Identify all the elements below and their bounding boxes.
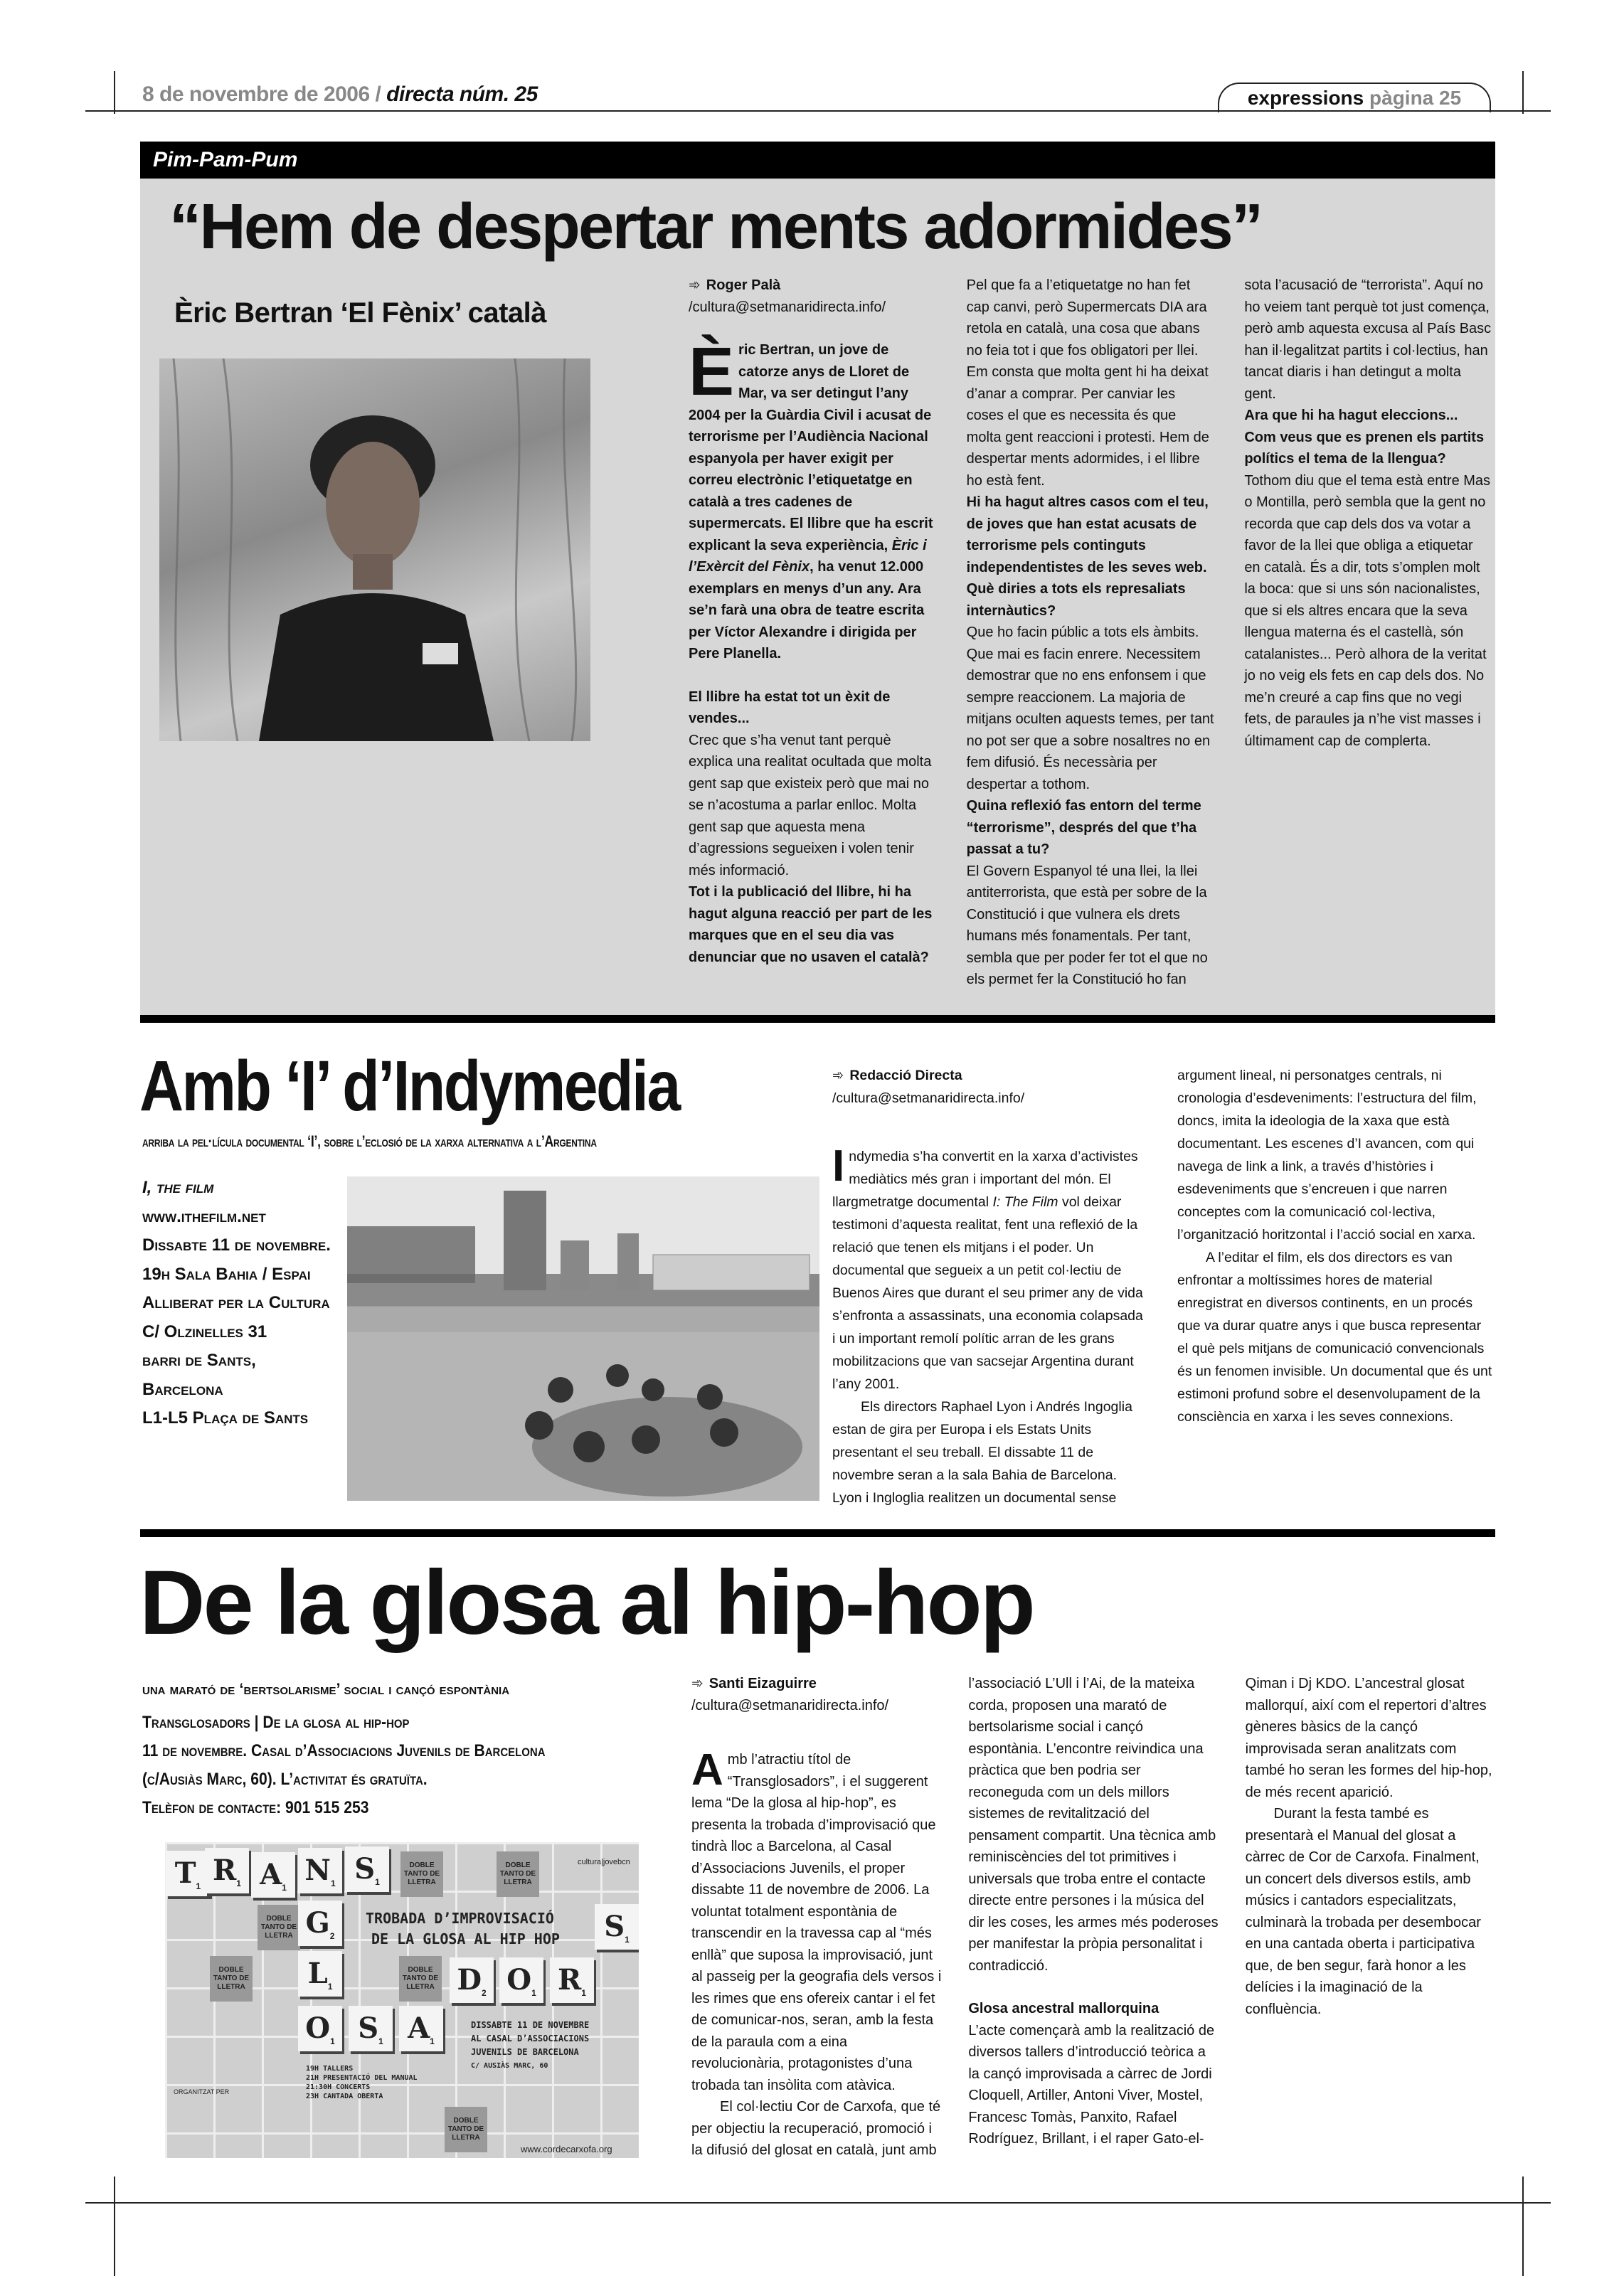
poster-website: www.cordecarxofa.org — [521, 2144, 612, 2154]
pointing-hand-icon: ➾ — [689, 277, 701, 293]
poster-event-line: C/ AUSIÀS MARC, 60 — [471, 2062, 548, 2070]
author-name: Roger Palà — [706, 277, 781, 293]
indymedia-subtitle: arriba la pel·lícula documental ‘I’, sobre l’eclosió de la xarxa alternativa a l’Argentina — [142, 1132, 597, 1150]
letter-tile — [166, 1851, 210, 1896]
drop-cap: È — [689, 334, 735, 410]
protest-photo — [347, 1176, 819, 1501]
bonus-square: DOBLE TANTO DE LLETRA — [210, 1956, 253, 2002]
interview-body — [689, 275, 1492, 1007]
poster-event-line: JUVENILS DE BARCELONA — [471, 2047, 579, 2057]
text-run: , ha venut 12.000 exemplars en menys d’un any. Ara se’n farà una obra de teatre escrita per Víctor Alexandre i dirigida per Pere Planella. — [689, 559, 925, 661]
section-label: Pim-Pam-Pum — [140, 142, 1495, 179]
paragraph — [1246, 1803, 1495, 2020]
letter-tile — [298, 1848, 342, 1893]
tile-letter: R — [213, 1854, 237, 1887]
section-name: expressions — [1247, 87, 1364, 109]
tile-letter: T — [174, 1856, 196, 1890]
text-run: Pel que fa a l’etiquetatge no han fet cap canvi, però Supermercats DIA ara retola en català, una cosa que abans no feia tot i que fos obligatori per llei. Em consta que molta gent hi ha deixat d’anar a comprar. Per canviar les coses el que es necessita és que molta gent reaccioni i protesti. Hem de despertar ments adormides, i el llibre ho està fent. — [966, 277, 1209, 489]
byline — [832, 1064, 1149, 1087]
film-title-rest: , the film — [147, 1178, 214, 1197]
frame-line — [114, 71, 115, 114]
bonus-square: DOBLE TANTO DE LLETRA — [258, 1905, 300, 1950]
event-info-line: barri de Sants, — [142, 1351, 256, 1370]
event-info-line: Transglosadors | De la glosa al hip-hop — [142, 1713, 410, 1732]
event-info-box — [142, 1174, 345, 1433]
event-info-line: Alliberat per la Cultura — [142, 1293, 330, 1312]
italic-title: Èric i l’Exèrcit del Fènix — [689, 537, 927, 575]
film-title — [142, 1174, 345, 1203]
text-run: Que ho facin públic a tots els àmbits. Que mai es facin enrere. Necessitem demostrar que no ens enfonsem i que sempre reaccionem. La majoria de mitjans oculten aquests temes, per tant no pot ser que a sobre nosaltres no en fem difusió. És necessària per despertar a tothom. — [966, 625, 1214, 792]
frame-line — [114, 2177, 115, 2276]
event-info-line: L1-L5 Plaça de Sants — [142, 1408, 309, 1428]
tile-score: 1 — [375, 1877, 380, 1887]
text-run: A l’editar el film, els dos directors es van enfrontar a moltíssimes hores de material enregistrat en diversos continents, en un procés que va durar quatre anys i que busca representar el què pels mitjans de comunicació convencionals és un fenomen invisible. Un documental que és unt estimoni profund sobre el desenvolupament de la consciència en xarxa i les seves connexions. — [1177, 1250, 1492, 1425]
bonus-square: DOBLE TANTO DE LLETRA — [497, 1851, 539, 1897]
tile-letter: R — [558, 1963, 582, 1997]
tile-letter: S — [604, 1910, 625, 1943]
event-info-line: (c/Ausiàs Marc, 60). L’activitat és gratuïta. — [142, 1770, 428, 1789]
letter-tile — [345, 1846, 389, 1892]
paragraph — [967, 275, 1215, 491]
text-run: Durant la festa també es presentarà el Manual del glosat a càrrec de Cor de Carxofa. Finalment, un concert dels diversos estils, amb músics i cantadors especialitzats, culminarà la trobada per desembocar en una cantada oberta i participativa que, de ben segur, farà honor a les delícies i la imaginació de la confluència. — [1245, 1806, 1481, 2017]
poster-headline-line: DE LA GLOSA AL HIP HOP — [371, 1930, 560, 1947]
tile-letter: S — [354, 1852, 376, 1886]
tile-score: 1 — [330, 2036, 335, 2046]
author-email[interactable]: /cultura@setmanaridirecta.info/ — [691, 1697, 889, 1713]
tile-score: 1 — [236, 1878, 241, 1888]
event-info-line: 11 de novembre. Casal d’Associacions Juvenils de Barcelona — [142, 1741, 546, 1760]
indymedia-body — [832, 1064, 1494, 1512]
paragraph — [832, 1142, 1149, 1396]
tile-score: 1 — [581, 1988, 586, 1998]
page-header-date — [142, 83, 538, 107]
tile-letter: S — [358, 2011, 379, 2045]
poster-sponsor: cultura|jovebcn — [578, 1858, 630, 1866]
subheading — [968, 1998, 1218, 2020]
pointing-hand-icon: ➾ — [691, 1676, 704, 1691]
tile-letter: O — [305, 2011, 331, 2045]
tile-score: 1 — [378, 2036, 383, 2046]
indymedia-headline: Amb ‘I’ d’Indymedia — [139, 1046, 679, 1126]
tile-score: 1 — [430, 2036, 435, 2046]
paragraph — [1244, 470, 1492, 753]
event-info-line: www.ithefilm.net — [142, 1206, 266, 1226]
paragraph — [1177, 1246, 1494, 1428]
interview-headline: “Hem de despertar ments adormides” — [169, 191, 1262, 262]
poster-schedule-line: 21H PRESENTACIÓ DEL MANUAL — [306, 2074, 418, 2082]
issue-date: 8 de novembre de 2006 / — [142, 83, 387, 106]
text-run: ric Bertran, un jove de catorze anys de Lloret de Mar, va ser detingut l’any 2004 per la Guàrdia Civil i acusat de terrorisme per l’Audiència Nacional espanyola per haver exigit per correu electrònic l’etiquetatge en català a tres cadenes de supermercats. El llibre que ha escrit explicant la seva experiència, — [689, 342, 933, 553]
event-info-line: Dissabte 11 de novembre. — [142, 1235, 331, 1255]
text-run: Els directors Raphael Lyon i Andrés Ingoglia estan de gira per Europa i els Estats Units presentant el seu treball. El dissabte 11 de novembre seran a la sala Bahia de Barcelona. Lyon i Ingloglia realitzen un documental sense argument lineal, ni personatges centrals, ni cronologia d’esdeveniments: l’estructura del film, doncs, imita la ideologia de la xaxa que està documentant. Les escenes d’I avancen, com qui navega de link a link, a través d’històries i esdeveniments que s’encreuen i que narren conceptes com la comunicació col·lectiva, l’organització horitzontal i l’acció social en xarxa. — [832, 1068, 1477, 1506]
question — [1244, 405, 1492, 470]
paragraph — [691, 1745, 942, 2096]
author-name: Redacció Directa — [849, 1068, 962, 1083]
question — [967, 795, 1215, 861]
paragraph — [967, 622, 1215, 795]
byline — [691, 1673, 941, 1695]
tile-score: 2 — [329, 1931, 335, 1941]
text-run: ndymedia s’ha convertit en la xarxa d’activistes mediàtics més gran i important del món. El llargmetratge documental — [832, 1149, 1138, 1210]
text-run: Tot i la publicació del llibre, hi ha hagut alguna reacció per part de les marques que en el seu dia vas denunciar que no usaven el català? — [689, 884, 933, 965]
text-run: El llibre ha estat tot un èxit de vendes... — [689, 689, 891, 726]
text-run: El Govern Espanyol té una llei, la llei antiterrorista, que està per sobre de la Constitució i que vulnera els drets humans més fonamentals. Per tant, sembla que per poder fer tot el que no els permet fer la Constitució ho fan sota l’acusació de “terrorista”. Aquí no ho veiem tant perquè tot just comença, però amb aquesta excusa al País Basc han il·legalitzat partits i col·lectius, han tancat diaris i han detingut a molta gent. — [966, 277, 1492, 987]
frame-line — [1522, 2177, 1524, 2276]
text-run: Quina reflexió fas entorn del terme “terrorisme”, després del que t’ha passat a tu? — [966, 798, 1201, 857]
tile-letter: N — [304, 1854, 331, 1887]
drop-cap: I — [832, 1142, 845, 1191]
glosa-body — [691, 1673, 1495, 2171]
paragraph — [689, 730, 937, 882]
question — [689, 881, 937, 968]
tile-letter: O — [506, 1963, 532, 1997]
letter-tile — [251, 1852, 295, 1898]
poster-schedule-line: 21:30H CONCERTS — [306, 2083, 371, 2091]
poster-event-line: AL CASAL D’ASSOCIACIONS — [471, 2034, 590, 2043]
poster-organizer-label: ORGANITZAT PER — [174, 2088, 230, 2095]
poster-schedule-line: 23H CANTADA OBERTA — [306, 2093, 383, 2100]
page-number: pàgina 25 — [1364, 87, 1462, 109]
text-run: Hi ha hagut altres casos com el teu, de joves que han estat acusats de terrorisme pels continguts independentistes de les seves web. Què diries a tots els represaliats internàutics? — [966, 494, 1209, 619]
author-email[interactable]: /cultura@setmanaridirecta.info/ — [689, 299, 886, 315]
tile-score: 1 — [282, 1883, 287, 1893]
frame-line — [1522, 71, 1524, 114]
bonus-square: DOBLE TANTO DE LLETRA — [445, 2107, 487, 2152]
section-divider — [140, 1015, 1495, 1023]
film-title-letter: I — [142, 1178, 147, 1197]
letter-tile — [450, 1957, 494, 2003]
letter-tile — [595, 1904, 639, 1950]
letter-tile — [399, 2006, 443, 2051]
tile-score: 1 — [330, 1878, 336, 1888]
question — [689, 686, 937, 730]
letter-tile — [349, 2006, 393, 2051]
page-section-tab — [1218, 83, 1491, 112]
bonus-square: DOBLE TANTO DE LLETRA — [399, 1956, 442, 2002]
poster-headline-line: TROBADA D’IMPROVISACIÓ — [366, 1910, 554, 1927]
footer-rule — [85, 2202, 1551, 2204]
text-run: Ara que hi ha hagut eleccions... Com veus que es prenen els partits polítics el tema de la llengua? — [1244, 408, 1485, 467]
letter-tile — [550, 1957, 594, 2003]
letter-tile — [298, 1951, 342, 1997]
author-email[interactable]: /cultura@setmanaridirecta.info/ — [832, 1090, 1025, 1106]
text-run: Crec que s’ha venut tant perquè explica una realitat ocultada que molta gent sap que existeix però que mai no se n’acostuma a parlar enlloc. Molta gent sap que aquesta mena d’agressions segueixen i volen tenir més informació. — [689, 732, 932, 878]
author-name: Santi Eizaguirre — [708, 1676, 817, 1691]
tile-letter: A — [260, 1858, 282, 1891]
poster-event-line: DISSABTE 11 DE NOVEMBRE — [471, 2020, 590, 2030]
transglosadors-poster — [165, 1842, 639, 2158]
paragraph — [689, 334, 937, 665]
publication-issue: directa núm. 25 — [386, 83, 538, 106]
poster-schedule-line: 19H TALLERS — [306, 2065, 354, 2073]
event-info-line: Telèfon de contacte: 901 515 253 — [142, 1798, 369, 1817]
text-run: L’acte començarà amb la realització de diversos tallers d’introducció teòrica a la cançó improvisada a càrrec de Jordi Cloquell, Artiller, Antoni Viver, Mostel, Francesc Tomàs, Panxito, Rafael Rodríguez, Brillant, i el raper Gato-el-Qiman i Dj KDO. L’ancestral glosat mallorquí, així com el repertori d’altres gèneres bàsics de la cançó improvisada seran analitzats com també ho seran les formes del hip-hop, de més recent aparició. — [968, 1676, 1492, 2147]
tile-score: 1 — [625, 1935, 630, 1945]
question — [967, 491, 1215, 622]
event-info-box — [142, 1708, 546, 1822]
glosa-headline: De la glosa al hip-hop — [139, 1552, 1034, 1654]
tile-score: 1 — [327, 1982, 333, 1992]
text-run: mb l’atractiu títol de “Transglosadors”, i el suggerent lema “De la glosa al hip-hop”, es presenta la trobada d’improvisació que tindrà lloc a Barcelona, al Casal d’Associacions Juvenils, el proper dissabte 11 de novembre de 2006. La voluntat totalment espontània de transcendir en la travessa cap al “més enllà” que suposa la improvisació, junt al passeig per la geografia dels versos i les rimes que ens ofereix cantar i el fet de comunicar-nos, seran, amb la festa de la paraula com a eina revolucionària, protagonistes d’una trobada tan insòlita com atàvica. — [691, 1752, 942, 2093]
tile-score: 2 — [482, 1988, 487, 1998]
italic-title: I: The Film — [992, 1194, 1058, 1210]
tile-letter: A — [408, 2011, 430, 2045]
letter-tile — [298, 1901, 342, 1946]
byline — [689, 275, 937, 297]
tile-score: 1 — [531, 1988, 536, 1998]
text-run: Tothom diu que el tema està entre Mas o Montilla, però sembla que la gent no recorda que cap dels dos va votar a favor de la llei que obliga a etiquetar en català. És a dir, tots s’omplen molt la boca: que si uns són nacionalistes, que si els altres encara que la seva llengua materna és el castellà, són catalanistes... Però alhora de la veritat jo no veig els fets en cap dels dos. No me’n creuré a cap fins que no vegi fets, de paraules ja n’he vist masses i últimament cap de complerta. — [1244, 472, 1491, 749]
letter-tile — [499, 1957, 543, 2003]
interview-subtitle: Èric Bertran ‘El Fènix’ català — [174, 297, 547, 329]
protest-scene — [347, 1176, 819, 1501]
glosa-subtitle: una marató de ‘bertsolarisme’ social i cançó espontània — [142, 1680, 510, 1698]
letter-tile — [205, 1848, 249, 1893]
tile-letter: G — [305, 1906, 330, 1940]
text-run: vol deixar testimoni d’aquesta realitat, fent una reflexió de la relació que tenen els mitjans i el poder. Un documental que segueix a un petit col·lectiu de Buenos Aires que durant el seu primer any de vida s’enfronta a assassinats, una economia colapsada i un important remolí polític arran de les grans mobilitzacions que van sacsejar Argentina durant l’any 2001. — [832, 1194, 1143, 1392]
poster-headline — [366, 1908, 560, 1950]
event-info-line: C/ Olzinelles 31 — [142, 1322, 267, 1341]
poster-event — [471, 2019, 589, 2073]
tile-score: 1 — [196, 1881, 201, 1891]
tile-letter: L — [307, 1957, 328, 1990]
event-info-line: 19h Sala Bahia / Espai — [142, 1264, 311, 1284]
bonus-square: DOBLE TANTO DE LLETRA — [400, 1851, 443, 1897]
section-divider — [140, 1529, 1495, 1537]
poster-schedule — [306, 2064, 418, 2101]
text-run: Glosa ancestral mallorquina — [968, 2001, 1159, 2016]
drop-cap: A — [691, 1745, 723, 1795]
tile-letter: D — [457, 1963, 482, 1997]
text-run: El col·lectiu Cor de Carxofa, que té per objectiu la recuperació, promoció i la difusió del glosat en català, junt amb l’associació L’Ull i l’Ai, de la mateixa corda, proposen una marató de bertsolarisme social i cançó espontània. L’encontre reivindica una pràctica que ben podria ser reconeguda com un dels millors sistemes de revitalització del pensament compartit. Una tècnica amb reminiscències del tot primitives i universals que troba entre el contacte directe entre persones i la música del dir les coses, les armes més poderoses per manifestar la pròpia personalitat i contradicció. — [691, 1676, 1219, 2158]
letter-tile — [298, 2006, 342, 2051]
portrait-figure — [159, 358, 590, 741]
portrait-photo — [159, 358, 590, 741]
event-info-line: Barcelona — [142, 1379, 223, 1399]
pointing-hand-icon: ➾ — [832, 1068, 844, 1083]
